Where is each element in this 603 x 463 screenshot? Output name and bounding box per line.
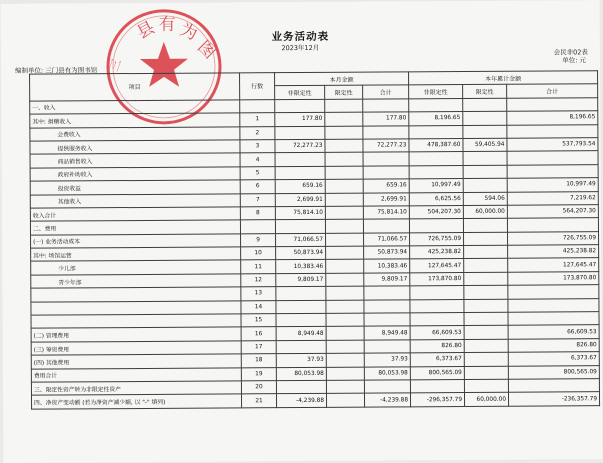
month-total-cell: 177.80 <box>363 112 409 126</box>
month-unrestricted-cell <box>276 380 326 394</box>
year-unrestricted-cell <box>410 379 464 393</box>
table-body <box>30 97 600 408</box>
year-total-cell: 7,219.62 <box>507 191 598 205</box>
month-unrestricted-cell <box>275 153 325 167</box>
row-item-cell: 会费收入 <box>30 126 240 141</box>
year-total-cell: 800,565.09 <box>508 365 599 379</box>
row-item-cell: 政府补助收入 <box>30 167 240 182</box>
svg-text:县: 县 <box>133 17 159 44</box>
year-total-cell: 173,870.80 <box>508 272 599 286</box>
month-total-cell: 80,053.98 <box>364 366 410 380</box>
month-restricted-cell <box>326 313 364 327</box>
month-unrestricted-cell <box>276 300 326 314</box>
month-unrestricted-cell <box>275 220 325 234</box>
row-number-cell: 10 <box>241 247 276 261</box>
year-total-cell: 564,207.30 <box>507 205 598 219</box>
row-item-cell <box>31 314 241 329</box>
row-number-cell: 4 <box>240 153 275 167</box>
year-unrestricted-cell <box>409 125 463 139</box>
header-row-no: 行数 <box>240 73 275 100</box>
row-item-cell: (一) 业务活动成本 <box>31 234 241 249</box>
row-item-cell <box>31 287 241 302</box>
year-total-cell: 826.80 <box>508 338 599 352</box>
month-unrestricted-cell <box>276 287 326 301</box>
row-number-cell: 15 <box>241 314 276 328</box>
month-restricted-cell <box>326 286 364 300</box>
row-number-cell: 3 <box>240 140 275 154</box>
year-restricted-cell <box>463 98 507 112</box>
year-unrestricted-cell: 6,625.56 <box>409 192 463 206</box>
header-year-unrestricted: 非限定性 <box>409 85 463 99</box>
month-total-cell <box>363 125 409 139</box>
header-year-restricted: 限定性 <box>463 85 507 99</box>
row-item-cell: 提供服务收入 <box>30 140 240 155</box>
month-total-cell: 2,699.91 <box>363 192 409 206</box>
year-unrestricted-cell: -296,357.79 <box>410 393 464 407</box>
month-restricted-cell <box>326 300 364 314</box>
year-total-cell: 8,196.65 <box>507 111 598 125</box>
year-restricted-cell <box>463 165 507 179</box>
year-unrestricted-cell: 173,870.80 <box>410 272 464 286</box>
row-item-cell: 其中: 捐赠收入 <box>30 113 240 128</box>
row-item-cell: (二) 管理费用 <box>31 327 241 342</box>
year-unrestricted-cell <box>409 98 463 112</box>
year-unrestricted-cell <box>409 165 463 179</box>
row-item-cell: 商品销售收入 <box>30 153 240 168</box>
month-restricted-cell <box>326 393 364 407</box>
month-total-cell <box>364 340 410 354</box>
year-unrestricted-cell: 8,196.65 <box>409 112 463 126</box>
header-month-total: 合计 <box>363 85 409 99</box>
month-unrestricted-cell: 75,814.10 <box>275 206 325 220</box>
year-total-cell: 537,793.54 <box>507 138 598 152</box>
month-restricted-cell <box>325 152 363 166</box>
month-restricted-cell <box>325 112 363 126</box>
year-restricted-cell <box>463 111 507 125</box>
year-unrestricted-cell: 826.80 <box>410 339 464 353</box>
header-month-restricted: 限定性 <box>325 86 363 100</box>
month-unrestricted-cell: 8,949.48 <box>276 327 326 341</box>
year-restricted-cell <box>464 379 508 393</box>
row-number-cell: 8 <box>240 207 275 221</box>
month-unrestricted-cell: -4,239.88 <box>276 394 326 408</box>
svg-text:图: 图 <box>193 36 220 64</box>
month-total-cell <box>364 286 410 300</box>
business-activity-table <box>29 70 600 409</box>
svg-text:· · · · · · ·: · · · · · · · <box>127 95 169 108</box>
month-restricted-cell <box>325 206 363 220</box>
month-total-cell: 659.16 <box>363 179 409 193</box>
month-total-cell <box>363 166 409 180</box>
report-page <box>1 0 603 463</box>
row-item-cell: 青少年部 <box>31 274 241 289</box>
row-item-cell: 三、限定性资产转为非限定性资产 <box>31 381 241 396</box>
row-item-cell: 一、收入 <box>30 100 240 115</box>
month-total-cell: 9,809.17 <box>364 273 410 287</box>
year-unrestricted-cell: 726,755.09 <box>410 232 464 246</box>
year-total-cell <box>507 151 598 165</box>
month-restricted-cell <box>326 260 364 274</box>
header-year-amount: 本年累计金额 <box>409 71 598 86</box>
year-restricted-cell <box>464 299 508 313</box>
month-unrestricted-cell: 71,066.57 <box>276 233 326 247</box>
year-restricted-cell <box>464 272 508 286</box>
year-unrestricted-cell <box>409 152 463 166</box>
row-number-cell: 21 <box>241 394 276 408</box>
year-restricted-cell <box>463 152 507 166</box>
year-restricted-cell <box>464 366 508 380</box>
year-total-cell <box>507 124 598 138</box>
row-item-cell: (四) 其他费用 <box>31 354 241 369</box>
year-total-cell: 6,373.67 <box>508 352 599 366</box>
row-number-cell: 20 <box>241 381 276 395</box>
month-total-cell <box>363 152 409 166</box>
year-unrestricted-cell <box>409 219 463 233</box>
year-restricted-cell <box>464 312 508 326</box>
month-total-cell <box>364 380 410 394</box>
year-unrestricted-cell: 800,565.09 <box>410 366 464 380</box>
row-number-cell: 6 <box>240 180 275 194</box>
month-unrestricted-cell: 177.80 <box>275 113 325 127</box>
row-item-cell: 费用合计 <box>31 367 241 382</box>
month-restricted-cell <box>325 99 363 113</box>
month-restricted-cell <box>326 233 364 247</box>
header-month-amount: 本月金额 <box>275 72 409 86</box>
month-total-cell: 50,873.94 <box>364 246 410 260</box>
row-number-cell: 13 <box>241 287 276 301</box>
year-total-cell <box>508 312 599 326</box>
month-restricted-cell <box>326 273 364 287</box>
month-restricted-cell <box>325 193 363 207</box>
month-unrestricted-cell: 2,699.91 <box>275 193 325 207</box>
year-unrestricted-cell: 6,373.67 <box>410 353 464 367</box>
row-number-cell: 5 <box>240 166 275 180</box>
year-restricted-cell <box>463 125 507 139</box>
month-restricted-cell <box>326 246 364 260</box>
month-restricted-cell <box>325 219 363 233</box>
row-number-cell: 1 <box>240 113 275 127</box>
month-restricted-cell <box>325 139 363 153</box>
year-total-cell <box>507 97 598 111</box>
organization-label: 编制单位: 三门县有为图书馆 <box>14 66 98 75</box>
year-restricted-cell <box>464 232 508 246</box>
year-unrestricted-cell: 478,387.60 <box>409 138 463 152</box>
month-unrestricted-cell: 50,873.94 <box>276 246 326 260</box>
year-total-cell: 425,238.82 <box>508 245 599 259</box>
month-restricted-cell <box>325 179 363 193</box>
year-total-cell: -236,357.79 <box>508 392 599 406</box>
month-restricted-cell <box>326 380 364 394</box>
year-total-cell <box>508 285 599 299</box>
month-unrestricted-cell <box>275 126 325 140</box>
month-unrestricted-cell <box>275 99 325 113</box>
currency-unit: 单位: 元 <box>562 56 586 65</box>
year-unrestricted-cell <box>410 286 464 300</box>
month-total-cell: 10,383.46 <box>364 259 410 273</box>
year-restricted-cell: 60,000.00 <box>464 393 508 407</box>
year-unrestricted-cell: 66,609.53 <box>410 326 464 340</box>
header-month-unrestricted: 非限定性 <box>275 86 325 100</box>
year-unrestricted-cell <box>410 299 464 313</box>
month-restricted-cell <box>326 340 364 354</box>
row-number-cell: 12 <box>241 274 276 288</box>
month-total-cell: 8,949.48 <box>364 326 410 340</box>
month-restricted-cell <box>326 353 364 367</box>
row-number-cell: 7 <box>240 193 275 207</box>
row-item-cell: 二、费用 <box>30 220 240 235</box>
year-unrestricted-cell: 127,645.47 <box>410 259 464 273</box>
year-restricted-cell <box>464 259 508 273</box>
month-unrestricted-cell: 659.16 <box>275 179 325 193</box>
row-item-cell: 其他收入 <box>30 193 240 208</box>
month-unrestricted-cell: 72,277.23 <box>275 139 325 153</box>
row-number-cell: 2 <box>240 126 275 140</box>
year-unrestricted-cell: 10,997.49 <box>409 179 463 193</box>
month-total-cell <box>363 99 409 113</box>
row-number-cell: 16 <box>241 327 276 341</box>
month-total-cell: -4,239.88 <box>364 393 410 407</box>
month-total-cell: 75,814.10 <box>363 206 409 220</box>
month-unrestricted-cell: 10,383.46 <box>276 260 326 274</box>
year-restricted-cell <box>464 285 508 299</box>
row-item-cell <box>31 301 241 316</box>
year-total-cell <box>508 298 599 312</box>
month-unrestricted-cell <box>276 340 326 354</box>
svg-text:为: 为 <box>176 19 201 45</box>
month-unrestricted-cell <box>276 313 326 327</box>
year-restricted-cell: 60,000.00 <box>463 205 507 219</box>
year-total-cell: 66,609.53 <box>508 325 599 339</box>
row-number-cell: 9 <box>241 233 276 247</box>
row-item-cell: (三) 筹资费用 <box>31 341 241 356</box>
report-period: 2023年12月 <box>281 43 320 53</box>
month-unrestricted-cell: 9,809.17 <box>276 273 326 287</box>
year-unrestricted-cell: 504,207.30 <box>409 205 463 219</box>
row-number-cell: 18 <box>241 354 276 368</box>
month-restricted-cell <box>326 367 364 381</box>
year-restricted-cell <box>463 178 507 192</box>
row-item-cell: 投资收益 <box>30 180 240 195</box>
month-restricted-cell <box>325 166 363 180</box>
year-restricted-cell <box>464 326 508 340</box>
month-unrestricted-cell: 37.93 <box>276 354 326 368</box>
year-total-cell <box>508 379 599 393</box>
row-number-cell: 19 <box>241 367 276 381</box>
month-restricted-cell <box>326 327 364 341</box>
month-total-cell: 71,066.57 <box>364 233 410 247</box>
row-item-cell: 少儿部 <box>31 260 241 275</box>
row-item-cell: 四、净资产变动额 (若为净资产减少额, 以 "-" 填列) <box>31 394 241 409</box>
header-year-total: 合计 <box>507 84 598 98</box>
year-total-cell: 127,645.47 <box>508 258 599 272</box>
year-unrestricted-cell <box>410 313 464 327</box>
year-total-cell <box>507 218 598 232</box>
month-unrestricted-cell <box>275 166 325 180</box>
year-unrestricted-cell: 425,238.82 <box>410 246 464 260</box>
month-total-cell <box>364 299 410 313</box>
row-number-cell: 14 <box>241 300 276 314</box>
month-restricted-cell <box>325 126 363 140</box>
report-title: 业务活动表 <box>271 30 330 44</box>
row-item-cell: 收入合计 <box>30 207 240 222</box>
header-item: 项目 <box>30 73 240 101</box>
row-number-cell: 17 <box>241 340 276 354</box>
month-total-cell: 37.93 <box>364 353 410 367</box>
year-total-cell: 726,755.09 <box>508 231 599 245</box>
row-number-cell <box>240 220 275 234</box>
month-total-cell <box>363 219 409 233</box>
year-restricted-cell <box>464 352 508 366</box>
form-code: 会民非02表 <box>553 48 588 57</box>
row-number-cell <box>240 99 275 113</box>
year-restricted-cell <box>463 219 507 233</box>
year-total-cell <box>507 164 598 178</box>
table-row <box>31 392 599 409</box>
svg-text:有: 有 <box>158 14 176 35</box>
year-restricted-cell: 59,405.94 <box>463 138 507 152</box>
year-total-cell: 10,997.49 <box>507 178 598 192</box>
month-unrestricted-cell: 80,053.98 <box>276 367 326 381</box>
year-restricted-cell <box>464 339 508 353</box>
svg-text:三: 三 <box>106 57 124 74</box>
row-number-cell: 11 <box>241 260 276 274</box>
year-restricted-cell: 594.06 <box>463 192 507 206</box>
month-total-cell <box>364 313 410 327</box>
year-restricted-cell <box>464 245 508 259</box>
month-total-cell: 72,277.23 <box>363 139 409 153</box>
row-item-cell: 其中: 场馆运营 <box>31 247 241 262</box>
